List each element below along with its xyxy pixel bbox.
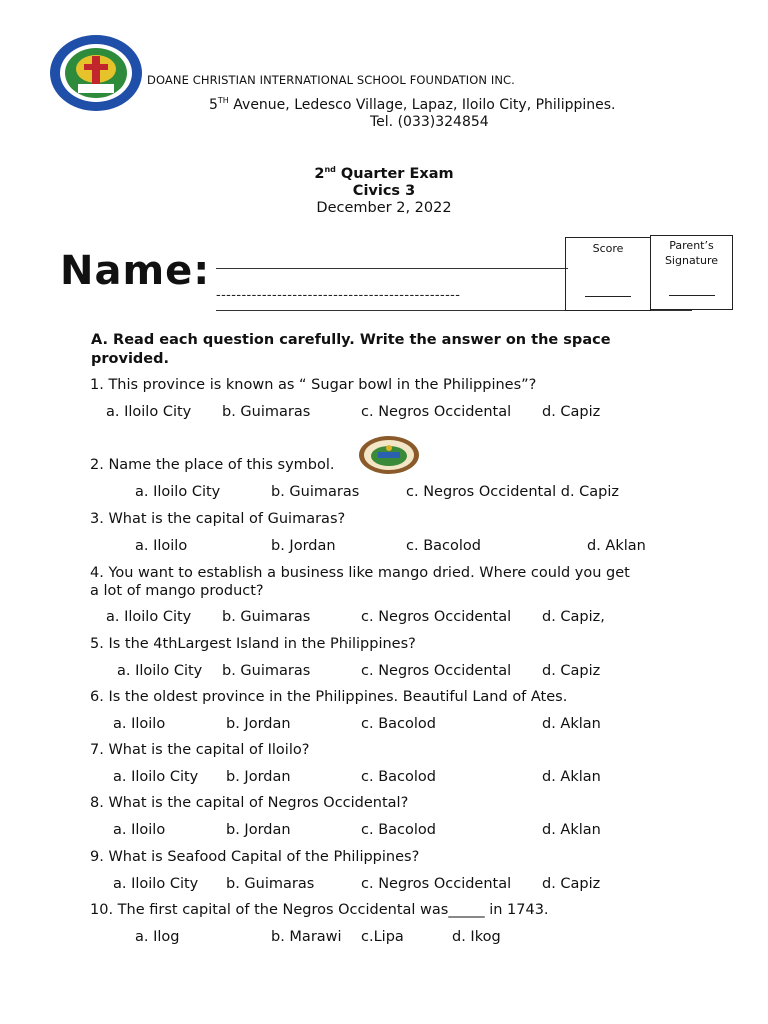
exam-date: December 2, 2022 [316,200,452,216]
q3-option-c[interactable]: c. Bacolod [406,538,481,554]
q1-option-d[interactable]: d. Capiz [542,404,601,420]
q1-option-a[interactable]: a. Iloilo City [106,404,192,420]
question-10: 10. The first capital of the Negros Occidental was_____ in 1743. [90,902,549,918]
q6-option-c[interactable]: c. Bacolod [361,716,436,732]
q1-option-c[interactable]: c. Negros Occidental [361,404,512,420]
guimaras-seal-icon [358,435,420,475]
q5-option-d[interactable]: d. Capiz [542,663,601,679]
q9-option-b[interactable]: b. Guimaras [226,876,315,892]
exam-title: 2nd Quarter Exam [314,165,454,182]
q4-option-d[interactable]: d. Capiz, [542,609,605,625]
school-name: DOANE CHRISTIAN INTERNATIONAL SCHOOL FOUNDATION INC. [147,73,515,87]
school-address: 5TH Avenue, Ledesco Village, Lapaz, Iloilo City, Philippines. [209,96,616,113]
question-4: 4. You want to establish a business like mango dried. Where could you get [90,565,630,581]
q10-option-d[interactable]: d. Ikog [452,929,501,945]
q3-option-a[interactable]: a. Iloilo [135,538,188,554]
score-label: Score [592,242,624,255]
score-box [565,237,651,311]
signature-label-1: Parent’s [669,239,714,252]
question-4-line-2: a lot of mango product? [90,583,264,599]
question-6: 6. Is the oldest province in the Philippines. Beautiful Land of Ates. [90,689,568,705]
q7-option-a[interactable]: a. Iloilo City [113,769,199,785]
question-9: 9. What is Seafood Capital of the Philippines? [90,849,420,865]
question-2: 2. Name the place of this symbol. [90,457,335,473]
q5-option-c[interactable]: c. Negros Occidental [361,663,512,679]
q10-option-b[interactable]: b. Marawi [271,929,342,945]
q7-option-d[interactable]: d. Aklan [542,769,601,785]
q6-option-a[interactable]: a. Iloilo [113,716,166,732]
q9-option-d[interactable]: d. Capiz [542,876,601,892]
q5-option-a[interactable]: a. Iloilo City [117,663,203,679]
q2-option-b[interactable]: b. Guimaras [271,484,360,500]
signature-blank[interactable] [669,295,715,296]
q4-option-a[interactable]: a. Iloilo City [106,609,192,625]
q1-option-b[interactable]: b. Guimaras [222,404,311,420]
name-label: Name: [60,248,211,294]
q6-option-d[interactable]: d. Aklan [542,716,601,732]
q5-option-b[interactable]: b. Guimaras [222,663,311,679]
q3-option-b[interactable]: b. Jordan [271,538,336,554]
q7-option-b[interactable]: b. Jordan [226,769,291,785]
question-1: 1. This province is known as “ Sugar bowl in the Philippines”? [90,377,537,393]
question-7: 7. What is the capital of Iloilo? [90,742,310,758]
q3-option-d[interactable]: d. Aklan [587,538,646,554]
q4-option-c[interactable]: c. Negros Occidental [361,609,512,625]
q10-option-c[interactable]: c.Lipa [361,929,404,945]
signature-label-2: Signature [664,254,719,267]
school-telephone: Tel. (033)324854 [370,114,489,130]
instructions: A. Read each question carefully. Write the answer on the space provided. [91,332,611,367]
score-blank[interactable] [585,296,631,297]
q6-option-b[interactable]: b. Jordan [226,716,291,732]
name-line[interactable] [216,268,568,269]
parent-signature-box [650,235,733,310]
q8-option-b[interactable]: b. Jordan [226,822,291,838]
name-dashed-line: ------------------------------------------------ [216,288,461,303]
q8-option-c[interactable]: c. Bacolod [361,822,436,838]
q2-option-a[interactable]: a. Iloilo City [135,484,221,500]
q7-option-c[interactable]: c. Bacolod [361,769,436,785]
exam-subject: Civics 3 [352,183,416,199]
question-3: 3. What is the capital of Guimaras? [90,511,346,527]
question-8: 8. What is the capital of Negros Occidental? [90,795,409,811]
q9-option-a[interactable]: a. Iloilo City [113,876,199,892]
q9-option-c[interactable]: c. Negros Occidental [361,876,512,892]
question-5: 5. Is the 4thLargest Island in the Philippines? [90,636,416,652]
q8-option-a[interactable]: a. Iloilo [113,822,166,838]
q10-option-a[interactable]: a. Ilog [135,929,180,945]
school-logo [48,34,144,112]
q8-option-d[interactable]: d. Aklan [542,822,601,838]
q2-option-c[interactable]: c. Negros Occidental d. Capiz [406,484,620,500]
q4-option-b[interactable]: b. Guimaras [222,609,311,625]
